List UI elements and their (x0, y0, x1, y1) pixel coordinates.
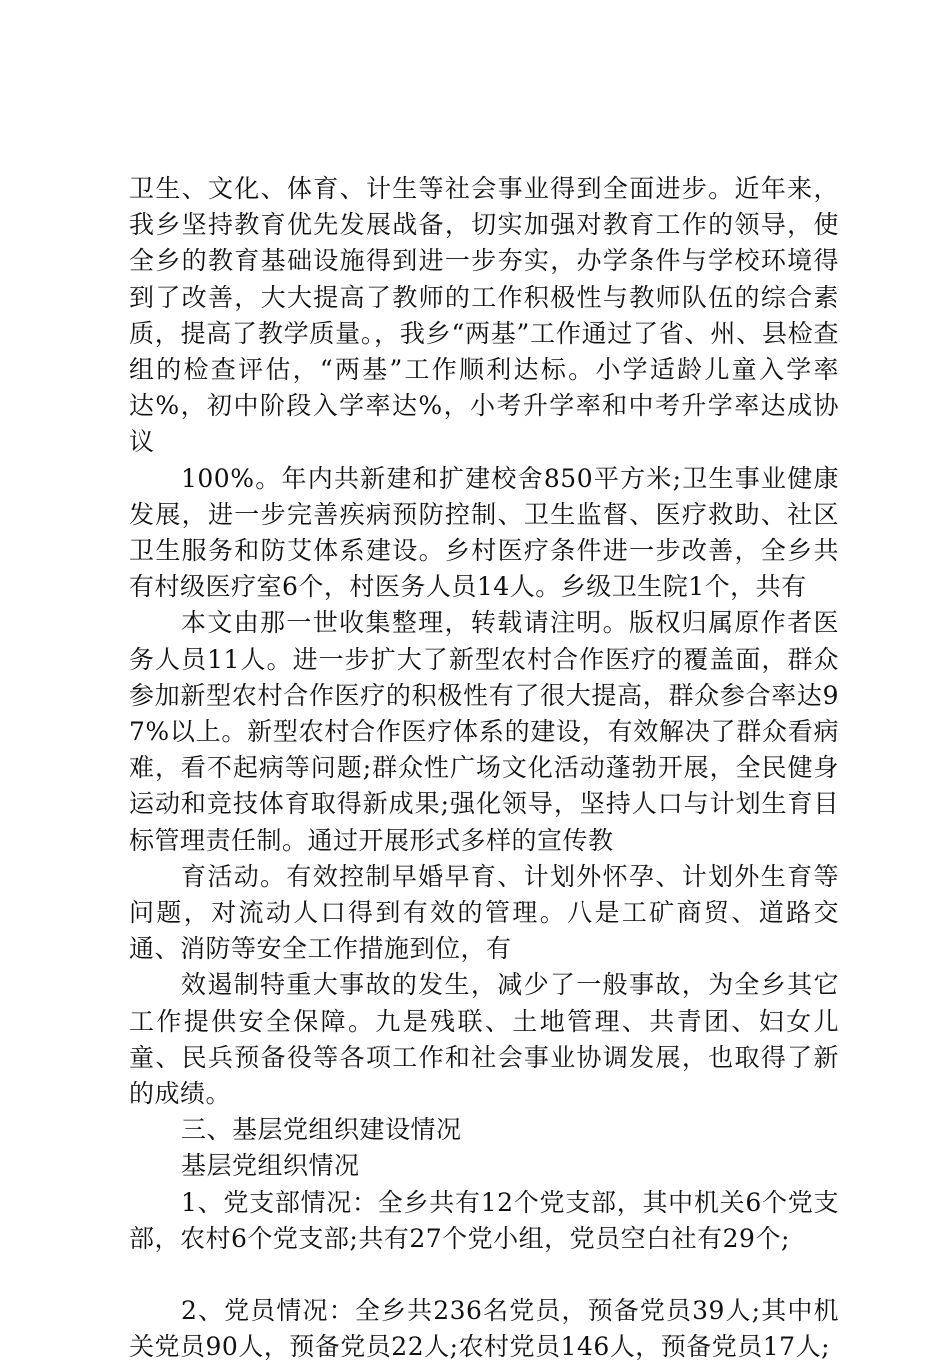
paragraph-medical-cooperation: 本文由那一世收集整理，转载请注明。版权归属原作者医务人员11人。进一步扩大了新型农村合作医疗的覆盖面，群众参加新型农村合作医疗的积极性有了很大提高，群众参合率达97%以上。新型农村合作医疗体系的建设，有效解决了群众看病难，看不起病等问题;群众性广场文化活动蓬勃开展，全民健身运动和竞技体育取得新成果;强化领导，坚持人口与计划生育目标管理责任制。通过开展形式多样的宣传教 (129, 608, 839, 855)
document-body (129, 171, 839, 1366)
section-heading-party-organization: 三、基层党组织建设情况 (181, 1115, 462, 1145)
paragraph-population-management: 育活动。有效控制早婚早育、计划外怀孕、计划外生育等问题，对流动人口得到有效的管理。八是工矿商贸、道路交通、消防等安全工作措施到位，有 (129, 861, 839, 964)
paragraph-party-members: 2、党员情况：全乡共236名党员，预备党员39人;其中机关党员90人，预备党员22人;农村党员146人，预备党员17人; (129, 1296, 839, 1362)
paragraph-safety: 效遏制特重大事故的发生，减少了一般事故，为全乡其它工作提供安全保障。九是残联、土地管理、共青团、妇女儿童、民兵预备役等各项工作和社会事业协调发展，也取得了新的成绩。 (129, 970, 839, 1109)
paragraph-health: 100%。年内共新建和扩建校舍850平方米;卫生事业健康发展，进一步完善疾病预防控制、卫生监督、医疗救助、社区卫生服务和防艾体系建设。乡村医疗条件进一步改善，全乡共有村级医疗室6个，村医务人员14人。乡级卫生院1个，共有 (129, 463, 839, 602)
subsection-heading-party-organization-status: 基层党组织情况 (181, 1151, 360, 1181)
paragraph-education: 卫生、文化、体育、计生等社会事业得到全面进步。近年来，我乡坚持教育优先发展战备，切实加强对教育工作的领导，使全乡的教育基础设施得到进一步夯实，办学条件与学校环境得到了改善，大大提高了教师的工作积极性与教师队伍的综合素质，提高了教学质量。，我乡“两基”工作通过了省、州、县检查组的检查评估，“两基”工作顺利达标。小学适龄儿童入学率达%，初中阶段入学率达%，小考升学率和中考升学率达成协议 (129, 174, 839, 457)
paragraph-party-branches: 1、党支部情况：全乡共有12个党支部，其中机关6个党支部，农村6个党支部;共有27个党小组，党员空白社有29个; (129, 1187, 839, 1253)
